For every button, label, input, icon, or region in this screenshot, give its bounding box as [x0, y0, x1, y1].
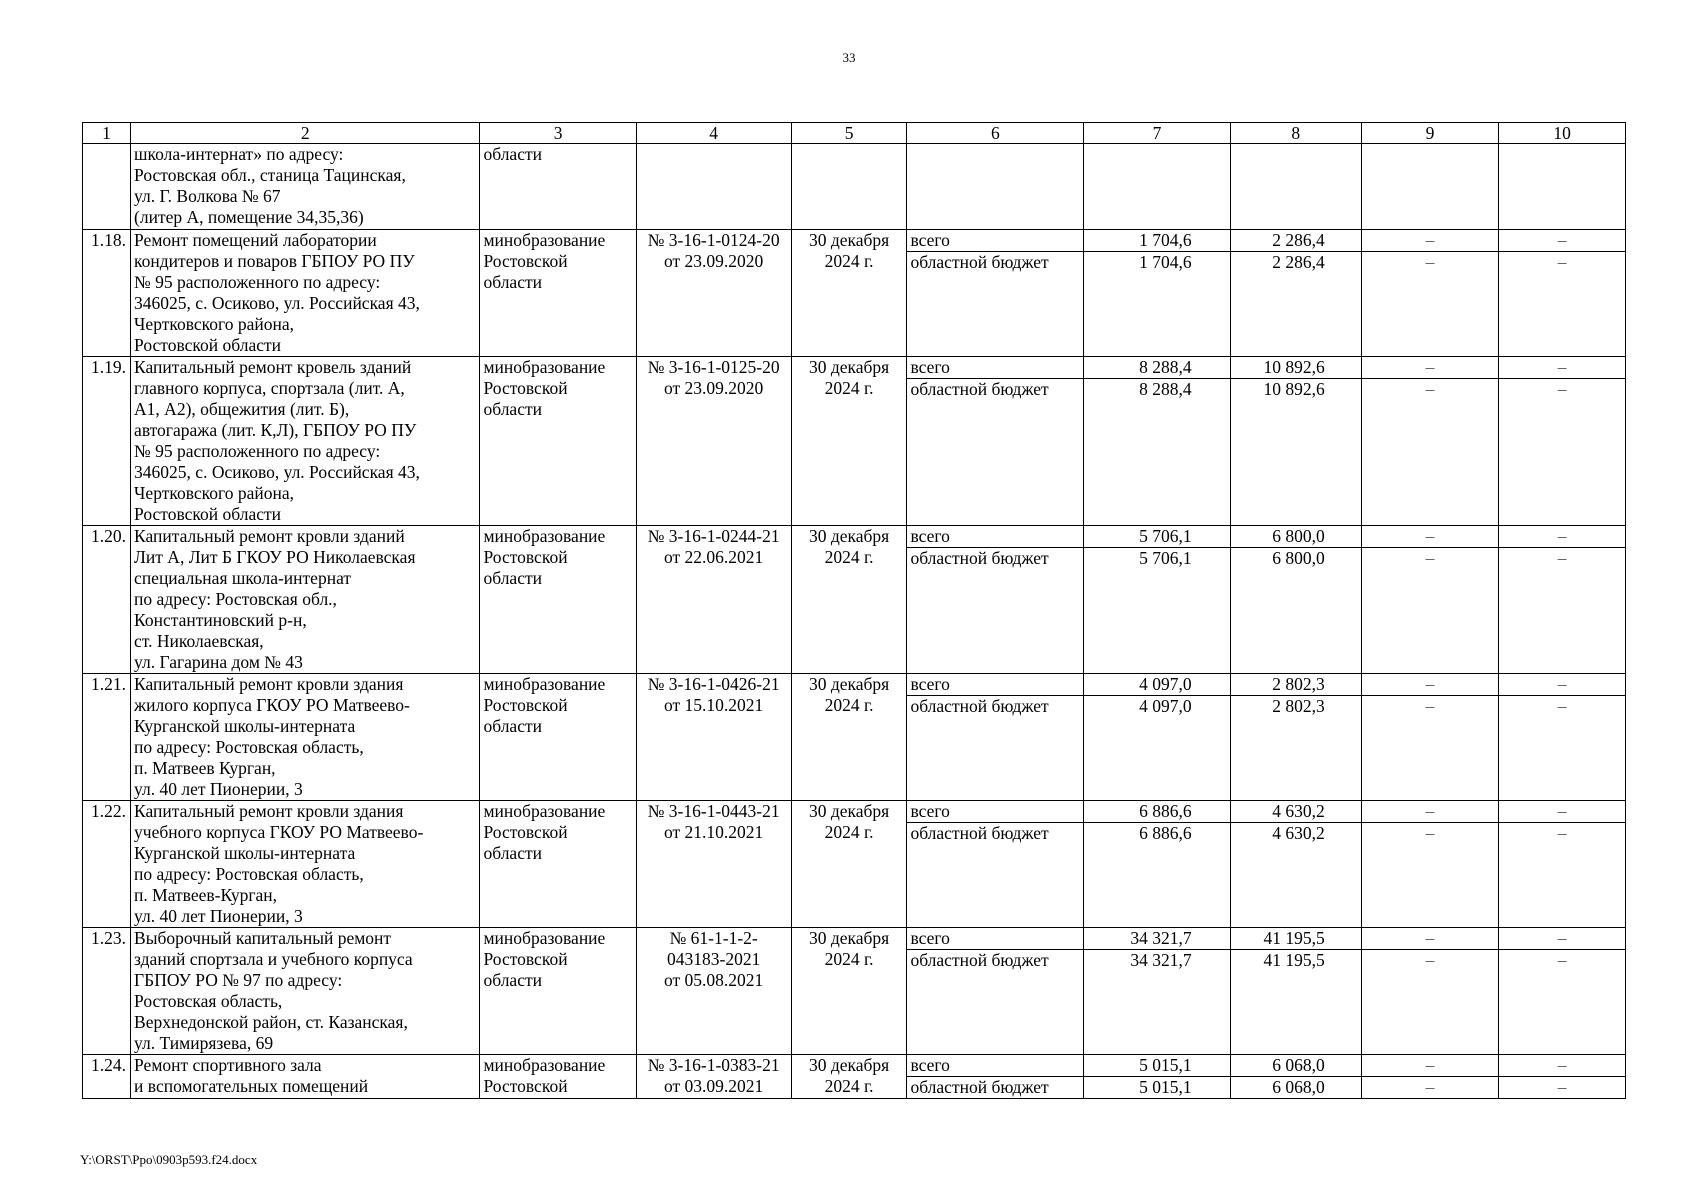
object-description: Капитальный ремонт кровли здания учебного корпуса ГКОУ РО Матвеево- Курганской школы-интерната по адресу: Ростовская область, п. Матвеев-Курган, ул. 40 лет Пионерии, 3: [131, 801, 480, 928]
col8-total: 6 800,0: [1231, 526, 1361, 548]
object-description: Капитальный ремонт кровли зданий Лит А, Лит Б ГКОУ РО Николаевская специальная школа-интернат по адресу: Ростовская обл., Константиновский р-н, ст. Николаевская, ул. Гагарина дом № 43: [131, 526, 480, 674]
col10-total: –: [1499, 1055, 1625, 1077]
funding-source: [907, 230, 1084, 357]
col10-total: –: [1499, 928, 1625, 950]
col8-budget: 10 892,6: [1263, 379, 1325, 399]
col8-budget: 6 800,0: [1272, 548, 1325, 568]
customer: минобразование Ростовской области: [480, 674, 636, 801]
col9-budget: –: [1425, 548, 1435, 568]
object-description: школа-интернат» по адресу: Ростовская обл., станица Тацинская, ул. Г. Волкова № 67 (литер А, помещение 34,35,36): [131, 144, 480, 230]
col10-budget: –: [1557, 950, 1567, 970]
row-number: 1.19.: [83, 357, 131, 526]
column-header: 5: [791, 123, 907, 144]
col7-budget: 8 288,4: [1139, 379, 1192, 399]
col8-values: [1230, 1055, 1361, 1099]
table-row: [83, 357, 1626, 526]
column-header: 9: [1361, 123, 1499, 144]
table-row: [83, 928, 1626, 1055]
deadline: 30 декабря 2024 г.: [791, 357, 907, 526]
col9-values: [1361, 928, 1499, 1055]
col10-values: [1499, 674, 1626, 801]
column-header: 8: [1230, 123, 1361, 144]
col8-values: [1230, 801, 1361, 928]
column-header: 2: [131, 123, 480, 144]
col9-total: –: [1362, 674, 1499, 696]
col8-total: 41 195,5: [1231, 928, 1361, 950]
column-header: 4: [636, 123, 791, 144]
column-header: 3: [480, 123, 636, 144]
col9-values: [1361, 801, 1499, 928]
customer: минобразование Ростовской: [480, 1055, 636, 1099]
col7-values: [1084, 801, 1230, 928]
document-ref: № 61-1-1-2- 043183-2021 от 05.08.2021: [636, 928, 791, 1055]
customer: области: [480, 144, 636, 230]
document-ref: № 3-16-1-0244-21 от 22.06.2021: [636, 526, 791, 674]
col8-budget: 2 286,4: [1272, 252, 1325, 272]
col10-values: [1499, 357, 1626, 526]
col10-budget: –: [1557, 823, 1567, 843]
col9-budget: –: [1425, 823, 1435, 843]
col9-budget: –: [1425, 950, 1435, 970]
col7-values: [1084, 357, 1230, 526]
document-ref: № 3-16-1-0443-21 от 21.10.2021: [636, 801, 791, 928]
funding-source: [907, 928, 1084, 1055]
customer: минобразование Ростовской области: [480, 526, 636, 674]
source-budget: областной бюджет: [910, 696, 1049, 716]
col7-total: 8 288,4: [1084, 357, 1229, 379]
table-row: [83, 801, 1626, 928]
col10-total: –: [1499, 230, 1625, 252]
object-description: Ремонт помещений лаборатории кондитеров и поваров ГБПОУ РО ПУ № 95 расположенного по адресу: 346025, с. Осиково, ул. Российская 43, Чертковского района, Ростовской области: [131, 230, 480, 357]
col9-budget: –: [1425, 1077, 1435, 1097]
source-total: всего: [907, 526, 1083, 548]
column-number-row: [83, 123, 1626, 144]
col8-total: 10 892,6: [1231, 357, 1361, 379]
row-number: 1.20.: [83, 526, 131, 674]
source-budget: областной бюджет: [910, 823, 1049, 843]
table-row: [83, 230, 1626, 357]
col7-total: 4 097,0: [1084, 674, 1229, 696]
col10-values: [1499, 801, 1626, 928]
col8-values: [1230, 357, 1361, 526]
col8-total: 2 286,4: [1231, 230, 1361, 252]
source-total: всего: [907, 357, 1083, 379]
row-number: 1.18.: [83, 230, 131, 357]
col7-values: [1084, 674, 1230, 801]
deadline: 30 декабря 2024 г.: [791, 230, 907, 357]
source-total: всего: [907, 801, 1083, 823]
col10-budget: –: [1557, 548, 1567, 568]
col8-values: [1230, 674, 1361, 801]
table-row: [83, 1055, 1626, 1099]
table-row: [83, 526, 1626, 674]
col8-values: [1230, 230, 1361, 357]
deadline: 30 декабря 2024 г.: [791, 526, 907, 674]
col9-total: –: [1362, 801, 1499, 823]
col7-budget: 4 097,0: [1139, 696, 1192, 716]
col10-budget: –: [1557, 379, 1567, 399]
col7-budget: 6 886,6: [1139, 823, 1192, 843]
source-budget: областной бюджет: [910, 379, 1049, 399]
col7-values: [1084, 1055, 1230, 1099]
footer-file-path: Y:\ORST\Ppo\0903p593.f24.docx: [80, 1152, 258, 1167]
col7-values: [1084, 230, 1230, 357]
col7-budget: 34 321,7: [1130, 950, 1192, 970]
col8-budget: 2 802,3: [1272, 696, 1325, 716]
object-description: Капитальный ремонт кровли здания жилого корпуса ГКОУ РО Матвеево- Курганской школы-интерната по адресу: Ростовская область, п. Матвеев Курган, ул. 40 лет Пионерии, 3: [131, 674, 480, 801]
document-ref: № 3-16-1-0383-21 от 03.09.2021: [636, 1055, 791, 1099]
col9-budget: –: [1425, 696, 1435, 716]
col7-budget: 5 015,1: [1139, 1077, 1192, 1097]
col10-values: [1499, 526, 1626, 674]
object-description: Капитальный ремонт кровель зданий главного корпуса, спортзала (лит. А, А1, А2), общежития (лит. Б), автогаража (лит. К,Л), ГБПОУ РО ПУ № 95 расположенного по адресу: 346025, с. Осиково, ул. Российская 43, Чертковского района, Ростовской области: [131, 357, 480, 526]
col7-total: 1 704,6: [1084, 230, 1229, 252]
column-header: 7: [1084, 123, 1230, 144]
source-total: всего: [907, 1055, 1083, 1077]
col7-budget: 5 706,1: [1139, 548, 1192, 568]
document-ref: № 3-16-1-0426-21 от 15.10.2021: [636, 674, 791, 801]
col9-total: –: [1362, 526, 1499, 548]
col10-values: [1499, 230, 1626, 357]
object-description: Выборочный капитальный ремонт зданий спортзала и учебного корпуса ГБПОУ РО № 97 по адресу: Ростовская область, Верхнедонской район, ст. Казанская, ул. Тимирязева, 69: [131, 928, 480, 1055]
col7-total: 34 321,7: [1084, 928, 1229, 950]
col7-total: 6 886,6: [1084, 801, 1229, 823]
col7-total: 5 015,1: [1084, 1055, 1229, 1077]
col10-budget: –: [1557, 696, 1567, 716]
document-ref: № 3-16-1-0125-20 от 23.09.2020: [636, 357, 791, 526]
col7-values: [1084, 928, 1230, 1055]
col8-values: [1230, 526, 1361, 674]
col10-total: –: [1499, 526, 1625, 548]
col7-budget: 1 704,6: [1139, 252, 1192, 272]
deadline: 30 декабря 2024 г.: [791, 928, 907, 1055]
col9-values: [1361, 1055, 1499, 1099]
source-budget: областной бюджет: [910, 1077, 1049, 1097]
col10-values: [1499, 928, 1626, 1055]
col9-total: –: [1362, 357, 1499, 379]
source-total: всего: [907, 230, 1083, 252]
column-header: 10: [1499, 123, 1626, 144]
row-number: 1.21.: [83, 674, 131, 801]
col8-total: 2 802,3: [1231, 674, 1361, 696]
col9-total: –: [1362, 1055, 1499, 1077]
customer: минобразование Ростовской области: [480, 357, 636, 526]
col10-values: [1499, 1055, 1626, 1099]
col10-total: –: [1499, 357, 1625, 379]
deadline: 30 декабря 2024 г.: [791, 1055, 907, 1099]
customer: минобразование Ростовской области: [480, 230, 636, 357]
col10-budget: –: [1557, 252, 1567, 272]
col8-budget: 6 068,0: [1272, 1077, 1325, 1097]
col9-values: [1361, 674, 1499, 801]
object-description: Ремонт спортивного зала и вспомогательных помещений: [131, 1055, 480, 1099]
customer: минобразование Ростовской области: [480, 801, 636, 928]
col8-total: 6 068,0: [1231, 1055, 1361, 1077]
row-number: 1.23.: [83, 928, 131, 1055]
deadline: 30 декабря 2024 г.: [791, 801, 907, 928]
col8-values: [1230, 928, 1361, 1055]
column-header: 6: [907, 123, 1084, 144]
row-number: 1.22.: [83, 801, 131, 928]
col10-budget: –: [1557, 1077, 1567, 1097]
col9-budget: –: [1425, 252, 1435, 272]
col7-total: 5 706,1: [1084, 526, 1229, 548]
source-budget: областной бюджет: [910, 950, 1049, 970]
funding-source: [907, 801, 1084, 928]
continuation-row: [83, 144, 1626, 230]
col9-budget: –: [1425, 379, 1435, 399]
column-header: 1: [83, 123, 131, 144]
customer: минобразование Ростовской области: [480, 928, 636, 1055]
row-number: 1.24.: [83, 1055, 131, 1099]
page-number: 33: [842, 50, 856, 65]
col10-total: –: [1499, 674, 1625, 696]
col9-values: [1361, 230, 1499, 357]
col9-values: [1361, 526, 1499, 674]
funding-source: [907, 1055, 1084, 1099]
funding-source: [907, 674, 1084, 801]
funding-source: [907, 526, 1084, 674]
deadline: 30 декабря 2024 г.: [791, 674, 907, 801]
program-table: [82, 122, 1626, 1099]
col7-values: [1084, 526, 1230, 674]
source-budget: областной бюджет: [910, 252, 1049, 272]
source-budget: областной бюджет: [910, 548, 1049, 568]
source-total: всего: [907, 674, 1083, 696]
col10-total: –: [1499, 801, 1625, 823]
col8-budget: 41 195,5: [1263, 950, 1325, 970]
col8-budget: 4 630,2: [1272, 823, 1325, 843]
col9-values: [1361, 357, 1499, 526]
col8-total: 4 630,2: [1231, 801, 1361, 823]
col9-total: –: [1362, 928, 1499, 950]
source-total: всего: [907, 928, 1083, 950]
col9-total: –: [1362, 230, 1499, 252]
funding-source: [907, 357, 1084, 526]
table-row: [83, 674, 1626, 801]
document-ref: № 3-16-1-0124-20 от 23.09.2020: [636, 230, 791, 357]
